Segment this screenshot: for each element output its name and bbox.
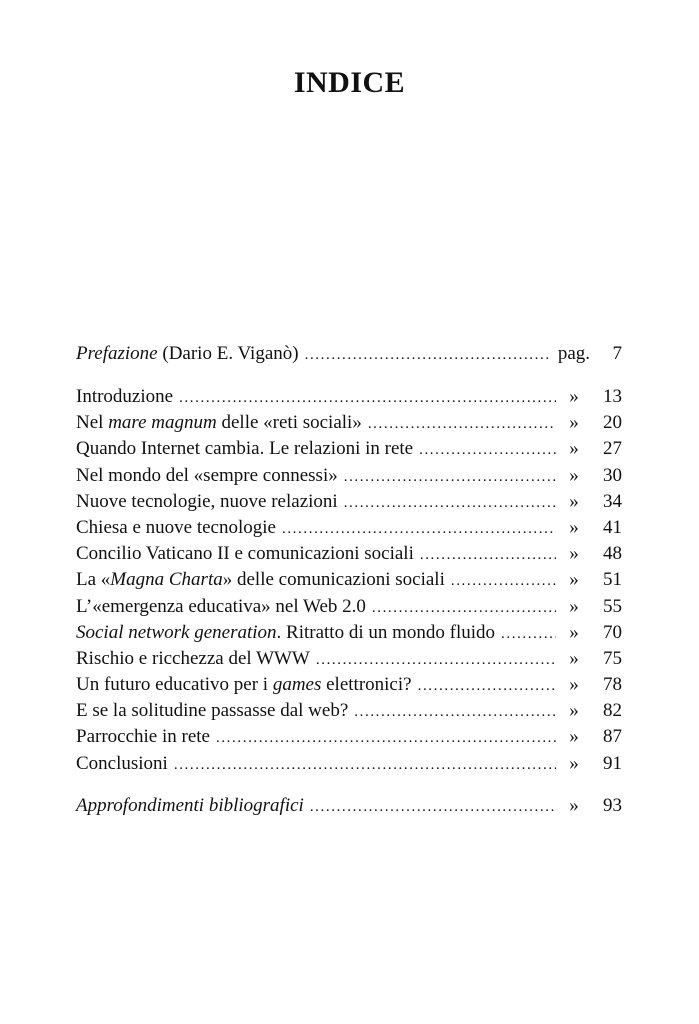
toc-entry-label-italic: Approfondimenti bibliografici <box>76 795 304 816</box>
page-marker: » <box>569 674 579 696</box>
toc-entry-label-italic: Social network generation <box>76 621 277 643</box>
page-number: 51 <box>603 569 622 591</box>
toc-entry <box>76 620 622 646</box>
page-marker: » <box>569 490 579 512</box>
toc-entry <box>76 646 622 672</box>
toc-entry-label-part: E se la solitudine passasse dal web? <box>76 700 349 722</box>
page-marker: » <box>569 595 579 617</box>
toc-entry-label <box>76 698 354 724</box>
toc-preface <box>76 341 622 367</box>
toc-entry <box>76 541 622 567</box>
dot-leader <box>501 621 556 647</box>
dot-leader <box>305 342 550 368</box>
toc-entry-preface <box>76 341 622 367</box>
toc-entry <box>76 698 622 724</box>
page-number: 48 <box>603 543 622 565</box>
toc-entry <box>76 751 622 777</box>
toc-entry-label <box>76 341 305 367</box>
toc-entry-label-part: La « <box>76 569 111 591</box>
toc-entry-label-part: Nuove tecnologie, nuove relazioni <box>76 490 338 512</box>
dot-leader <box>179 385 556 411</box>
toc-entry <box>76 594 622 620</box>
toc-entry-label <box>76 646 316 672</box>
dot-leader <box>344 464 556 490</box>
toc-entry-appendix <box>76 793 622 819</box>
toc-entry <box>76 489 622 515</box>
toc-entry-label-part: Nel mondo del «sempre connessi» <box>76 464 338 486</box>
page-marker: » <box>569 752 579 774</box>
toc-entry-label <box>76 751 174 777</box>
page-number: 93 <box>603 795 622 816</box>
toc-entry-label <box>76 541 420 567</box>
page-marker: » <box>569 464 579 486</box>
dot-leader <box>451 568 556 594</box>
toc-entry-label-part: Un futuro educativo per i <box>76 674 273 696</box>
page-marker: » <box>569 621 579 643</box>
page-number: 55 <box>603 595 622 617</box>
page-marker: » <box>569 386 579 407</box>
dot-leader <box>418 673 556 699</box>
page-marker: » <box>569 795 579 816</box>
toc-entry-label-part: » delle comunicazioni sociali <box>222 569 445 591</box>
toc-entry-label-part: Quando Internet cambia. Le relazioni in rete <box>76 438 414 460</box>
page-marker: » <box>569 647 579 669</box>
page-number: 78 <box>603 674 622 696</box>
toc-entry-label <box>76 724 216 750</box>
page-number: 75 <box>603 647 622 669</box>
toc-entry-label <box>76 672 418 698</box>
page-number: 27 <box>603 438 622 460</box>
toc-entry-label-part: . Ritratto di un mondo fluido <box>276 621 496 643</box>
page-number: 91 <box>603 752 622 774</box>
toc-entry <box>76 384 622 410</box>
page-marker: » <box>569 726 579 748</box>
toc-entry-label-part: Chiesa e nuove tecnologie <box>76 516 276 538</box>
toc-entry-label <box>76 515 282 541</box>
page-marker: » <box>569 438 579 460</box>
dot-leader <box>344 490 556 516</box>
toc-entry <box>76 672 622 698</box>
toc-entry-label-italic: Magna Charta <box>110 569 223 591</box>
page-marker: » <box>569 543 579 565</box>
page-marker: » <box>569 569 579 591</box>
toc-entry-label-part: Rischio e ricchezza del WWW <box>76 647 310 669</box>
toc-entry-label-part: Nel <box>76 412 109 434</box>
page-number: 34 <box>603 490 622 512</box>
dot-leader <box>282 516 556 542</box>
dot-leader <box>368 411 556 437</box>
toc-main-list <box>76 384 622 777</box>
dot-leader <box>354 699 556 725</box>
page-title: INDICE <box>293 66 406 99</box>
dot-leader <box>419 437 556 463</box>
toc-entry-label-part: delle «reti sociali» <box>216 412 362 434</box>
page-number: 41 <box>603 516 622 538</box>
toc-entry-label-part: Introduzione <box>76 386 174 407</box>
toc-entry-label <box>76 567 451 593</box>
toc-entry-label-italic: mare magnum <box>108 412 217 434</box>
dot-leader <box>316 647 556 673</box>
page-number: 20 <box>603 412 622 434</box>
page-number: 70 <box>603 621 622 643</box>
toc-entry-label-part: Concilio Vaticano II e comunicazioni sociali <box>76 543 414 565</box>
toc-entry-label-rest: (Dario E. Viganò) <box>157 343 299 364</box>
toc-entry <box>76 515 622 541</box>
page-number: 30 <box>603 464 622 486</box>
toc-entry-label <box>76 463 344 489</box>
toc-entry <box>76 463 622 489</box>
toc-entry-label-part: Parrocchie in rete <box>76 726 210 748</box>
dot-leader <box>372 595 556 621</box>
toc-appendix <box>76 793 622 819</box>
toc-entry-label <box>76 489 344 515</box>
toc-entry-label <box>76 384 179 410</box>
toc-entry <box>76 724 622 750</box>
toc-entry-label <box>76 620 501 646</box>
toc-entry-label-part: Conclusioni <box>76 752 168 774</box>
page-number: 7 <box>612 343 622 364</box>
dot-leader <box>174 752 556 778</box>
toc-entry-label-italic: Prefazione <box>76 343 158 364</box>
toc-entry-label <box>76 436 419 462</box>
page-marker: » <box>569 700 579 722</box>
page-number: 87 <box>603 726 622 748</box>
dot-leader <box>310 794 556 820</box>
page-marker: pag. <box>557 343 590 364</box>
toc-entry-label <box>76 793 310 819</box>
toc-entry <box>76 436 622 462</box>
toc-entry-label <box>76 594 372 620</box>
page-number: 13 <box>603 386 622 407</box>
toc-entry-label-part: L’«emergenza educativa» nel Web 2.0 <box>76 595 366 617</box>
toc-entry-label <box>76 410 368 436</box>
page-marker: » <box>569 412 579 434</box>
dot-leader <box>420 542 556 568</box>
page-marker: » <box>569 516 579 538</box>
toc-entry-label-part: elettronici? <box>321 674 412 696</box>
toc-entry <box>76 410 622 436</box>
toc-entry <box>76 567 622 593</box>
dot-leader <box>216 725 556 751</box>
toc-entry-label-italic: games <box>272 674 322 696</box>
page-number: 82 <box>603 700 622 722</box>
